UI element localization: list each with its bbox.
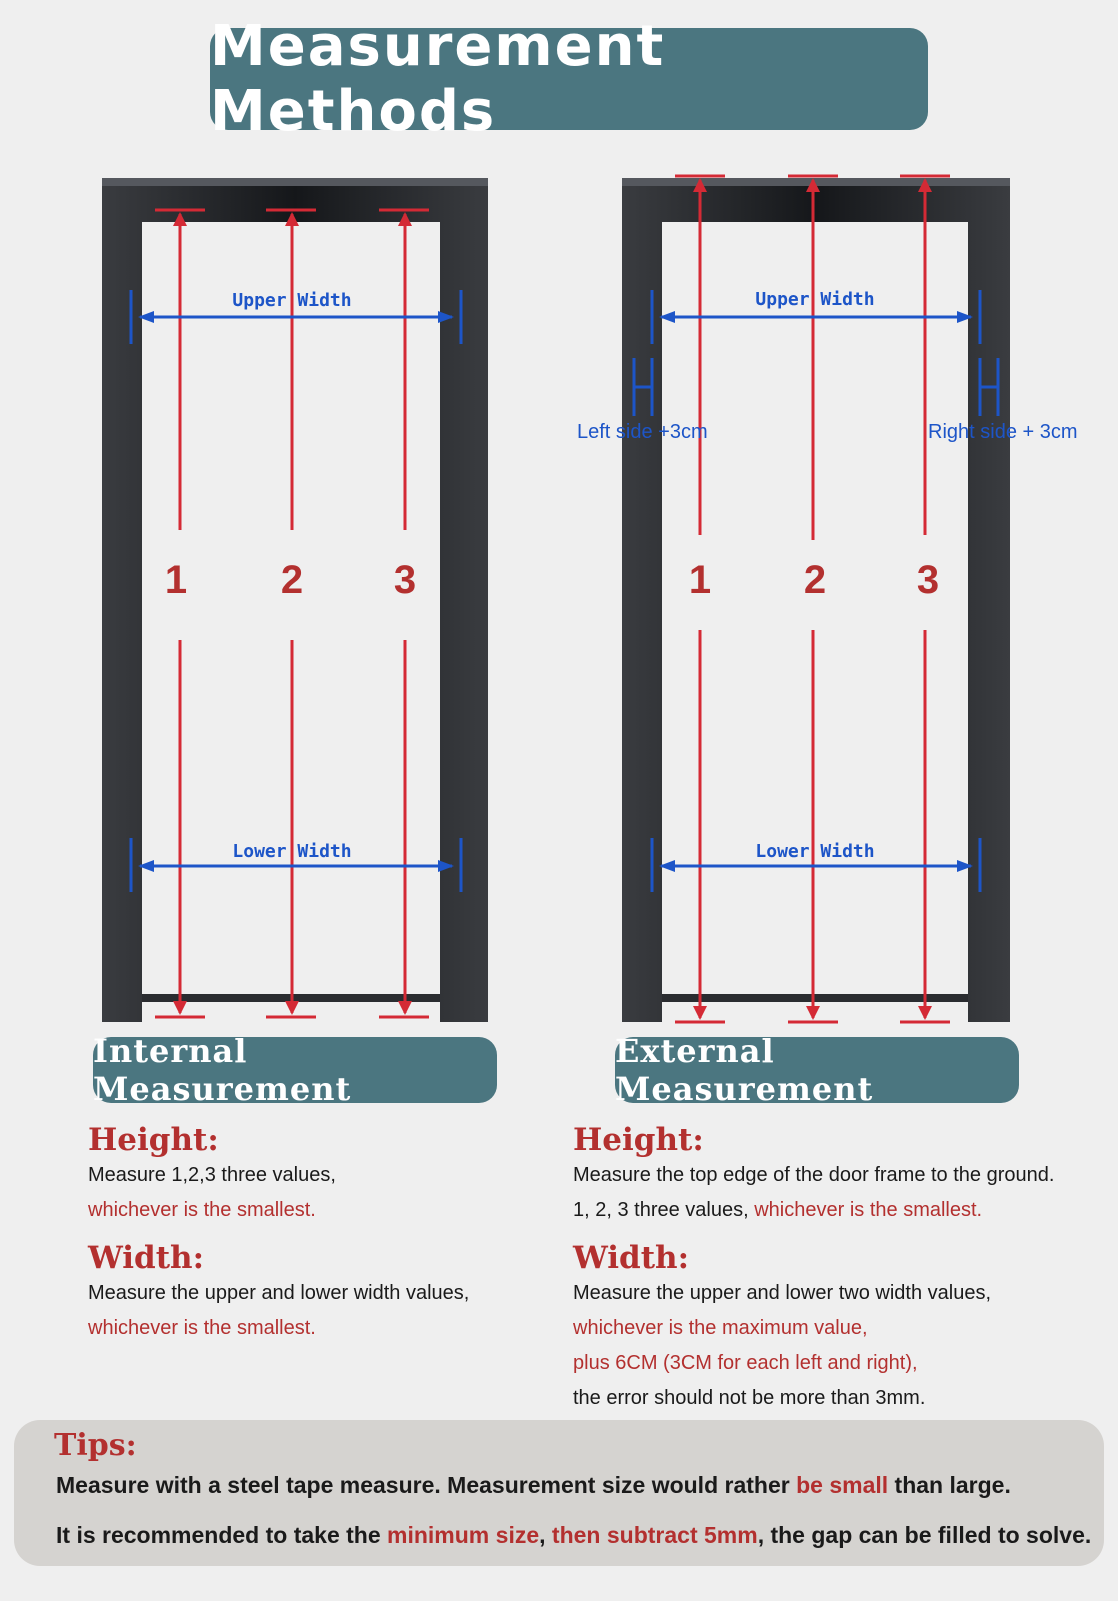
external-lower-width-label: Lower Width [755,841,875,862]
internal-measurement-title: Internal Measurement [93,1032,352,1108]
internal-width-heading: Width: [88,1240,205,1276]
internal-width-line2: whichever is the smallest. [88,1317,316,1339]
external-width-line1: Measure the upper and lower two width values, [573,1282,992,1304]
external-height-line2 [573,1193,1054,1228]
internal-height-section [88,1122,336,1228]
external-width-section [573,1240,991,1416]
internal-number-3: 3 [393,558,417,602]
tips-box [14,1420,1104,1566]
external-height-section [573,1122,1054,1228]
external-width-line4: the error should not be more than 3mm. [573,1387,926,1409]
tips-line1-a: Measure with a steel tape measure. Measurement size would rather [56,1472,797,1498]
tips-line1-b: than large. [888,1472,1011,1498]
internal-number-2: 2 [280,558,304,602]
internal-number-1: 1 [164,558,188,602]
tips-line1-red: be small [796,1472,889,1498]
external-height-line2-red: whichever is the smallest. [754,1199,983,1221]
left-side-label: Left side +3cm [577,421,708,443]
tips-line2-b: , [539,1522,552,1548]
internal-height-line1: Measure 1,2,3 three values, [88,1164,336,1186]
external-height-line1: Measure the top edge of the door frame to the ground. [573,1164,1055,1186]
internal-measurement-pill [93,1032,497,1108]
internal-height-lines [155,210,429,1017]
internal-upper-width-label: Upper Width [232,290,352,311]
external-width-line3: plus 6CM (3CM for each left and right), [573,1352,918,1374]
internal-height-heading: Height: [88,1122,219,1158]
internal-height-line2: whichever is the smallest. [88,1199,316,1221]
internal-lower-width-label: Lower Width [232,841,352,862]
external-upper-width-label: Upper Width [755,289,875,310]
external-number-3: 3 [916,558,940,602]
external-height-heading: Height: [573,1122,704,1158]
tips-line2-red1: minimum size [387,1522,540,1548]
page-title: Measurement Methods [210,14,666,144]
external-width-heading: Width: [573,1240,690,1276]
external-measurement-title: External Measurement [615,1032,874,1108]
tips-heading: Tips: [54,1428,137,1463]
tips-line-2 [56,1522,1091,1549]
tips-line2-c: , the gap can be filled to solve. [757,1522,1092,1548]
external-number-1: 1 [688,558,712,602]
internal-width-line1: Measure the upper and lower width values, [88,1282,470,1304]
tips-line2-red2: then subtract 5mm [551,1522,758,1548]
external-measurement-pill [615,1032,1019,1108]
right-side-label: Right side + 3cm [928,421,1078,443]
external-height-line2-prefix: 1, 2, 3 three values, [573,1199,755,1221]
external-number-2: 2 [803,558,827,602]
tips-line2-a: It is recommended to take the [56,1522,388,1548]
external-width-line2: whichever is the maximum value, [573,1317,868,1339]
internal-width-section [88,1240,469,1346]
tips-line-1 [56,1472,1011,1499]
